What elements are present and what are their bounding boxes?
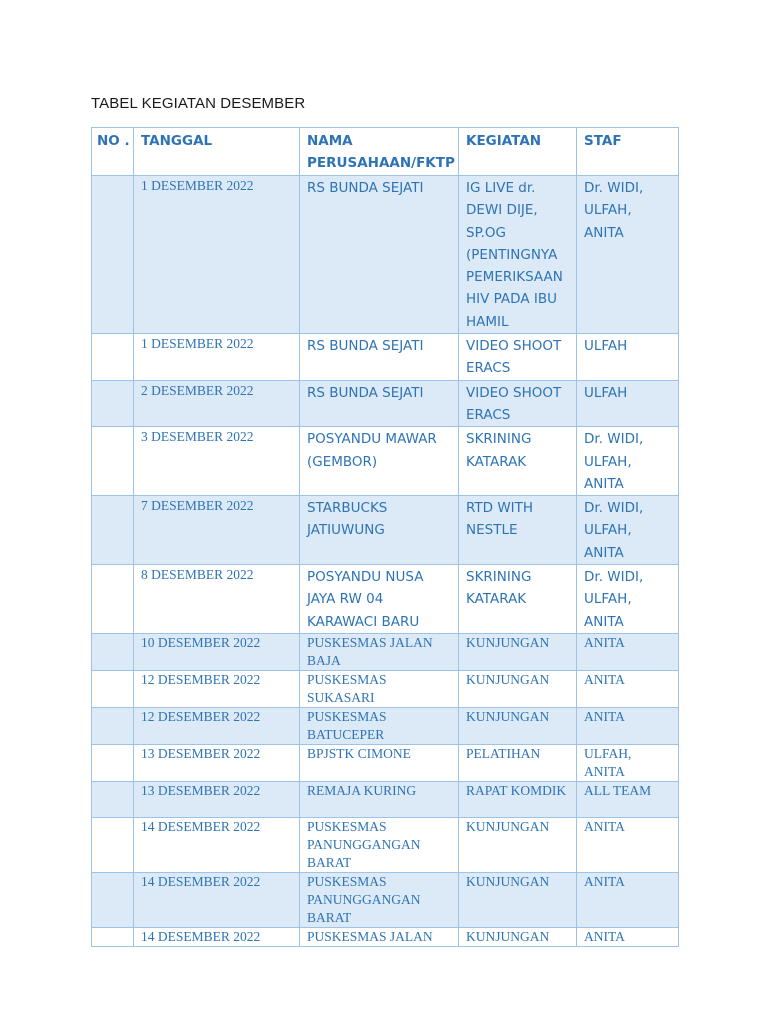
- cell-staf: ANITA: [577, 707, 679, 744]
- cell-nama: PUSKESMAS SUKASARI: [300, 670, 459, 707]
- cell-tanggal: 14 DESEMBER 2022: [134, 817, 300, 872]
- cell-staf: ANITA: [577, 927, 679, 946]
- cell-staf: ULFAH: [577, 334, 679, 381]
- cell-tanggal: 12 DESEMBER 2022: [134, 707, 300, 744]
- cell-kegiatan: SKRINING KATARAK: [459, 427, 577, 496]
- cell-tanggal: 13 DESEMBER 2022: [134, 744, 300, 781]
- cell-kegiatan: KUNJUNGAN: [459, 633, 577, 670]
- cell-kegiatan: KUNJUNGAN: [459, 670, 577, 707]
- cell-no: [92, 633, 134, 670]
- cell-no: [92, 744, 134, 781]
- cell-nama: PUSKESMAS JALAN BAJA: [300, 633, 459, 670]
- cell-tanggal: 7 DESEMBER 2022: [134, 496, 300, 565]
- table-row: [92, 872, 679, 927]
- table-header-row: [92, 128, 679, 176]
- cell-kegiatan: IG LIVE dr. DEWI DIJE, SP.OG (PENTINGNYA PEMERIKSAAN HIV PADA IBU HAMIL: [459, 176, 577, 334]
- cell-tanggal: 14 DESEMBER 2022: [134, 872, 300, 927]
- cell-kegiatan: VIDEO SHOOT ERACS: [459, 380, 577, 427]
- activity-table: [91, 127, 679, 947]
- cell-no: [92, 927, 134, 946]
- cell-nama: STARBUCKS JATIUWUNG: [300, 496, 459, 565]
- cell-kegiatan: RTD WITH NESTLE: [459, 496, 577, 565]
- cell-staf: ANITA: [577, 670, 679, 707]
- cell-staf: Dr. WIDI, ULFAH, ANITA: [577, 427, 679, 496]
- cell-tanggal: 1 DESEMBER 2022: [134, 176, 300, 334]
- cell-nama: RS BUNDA SEJATI: [300, 334, 459, 381]
- header-kegiatan: KEGIATAN: [459, 128, 577, 176]
- cell-nama: PUSKESMAS BATUCEPER: [300, 707, 459, 744]
- cell-staf: ANITA: [577, 872, 679, 927]
- table-row: [92, 565, 679, 634]
- cell-nama: POSYANDU NUSA JAYA RW 04 KARAWACI BARU: [300, 565, 459, 634]
- cell-tanggal: 1 DESEMBER 2022: [134, 334, 300, 381]
- cell-staf: ULFAH: [577, 380, 679, 427]
- cell-tanggal: 8 DESEMBER 2022: [134, 565, 300, 634]
- cell-no: [92, 872, 134, 927]
- cell-kegiatan: RAPAT KOMDIK: [459, 781, 577, 817]
- cell-nama: POSYANDU MAWAR (GEMBOR): [300, 427, 459, 496]
- table-row: [92, 927, 679, 946]
- header-nama: NAMA PERUSAHAAN/FKTP: [300, 128, 459, 176]
- table-row: [92, 427, 679, 496]
- cell-kegiatan: SKRINING KATARAK: [459, 565, 577, 634]
- cell-nama: RS BUNDA SEJATI: [300, 380, 459, 427]
- cell-kegiatan: PELATIHAN: [459, 744, 577, 781]
- cell-no: [92, 496, 134, 565]
- header-tanggal: TANGGAL: [134, 128, 300, 176]
- table-row: [92, 380, 679, 427]
- cell-tanggal: 13 DESEMBER 2022: [134, 781, 300, 817]
- table-row: [92, 670, 679, 707]
- cell-nama: RS BUNDA SEJATI: [300, 176, 459, 334]
- cell-tanggal: 12 DESEMBER 2022: [134, 670, 300, 707]
- cell-kegiatan: KUNJUNGAN: [459, 927, 577, 946]
- document-title: TABEL KEGIATAN DESEMBER: [91, 95, 306, 112]
- cell-no: [92, 334, 134, 381]
- cell-nama: PUSKESMAS JALAN: [300, 927, 459, 946]
- cell-kegiatan: KUNJUNGAN: [459, 817, 577, 872]
- cell-no: [92, 380, 134, 427]
- cell-staf: ANITA: [577, 817, 679, 872]
- table-row: [92, 496, 679, 565]
- cell-nama: REMAJA KURING: [300, 781, 459, 817]
- cell-no: [92, 565, 134, 634]
- cell-staf: Dr. WIDI, ULFAH, ANITA: [577, 565, 679, 634]
- table-row: [92, 817, 679, 872]
- cell-tanggal: 3 DESEMBER 2022: [134, 427, 300, 496]
- cell-nama: PUSKESMAS PANUNGGANGAN BARAT: [300, 872, 459, 927]
- cell-staf: ULFAH, ANITA: [577, 744, 679, 781]
- cell-no: [92, 427, 134, 496]
- cell-staf: Dr. WIDI, ULFAH, ANITA: [577, 176, 679, 334]
- table-row: [92, 633, 679, 670]
- cell-tanggal: 14 DESEMBER 2022: [134, 927, 300, 946]
- header-no: NO .: [92, 128, 134, 176]
- cell-no: [92, 176, 134, 334]
- table-row: [92, 707, 679, 744]
- cell-nama: PUSKESMAS PANUNGGANGAN BARAT: [300, 817, 459, 872]
- cell-kegiatan: VIDEO SHOOT ERACS: [459, 334, 577, 381]
- table-row: [92, 334, 679, 381]
- cell-no: [92, 707, 134, 744]
- cell-staf: ALL TEAM: [577, 781, 679, 817]
- table-row: [92, 176, 679, 334]
- header-staf: STAF: [577, 128, 679, 176]
- cell-tanggal: 10 DESEMBER 2022: [134, 633, 300, 670]
- cell-no: [92, 781, 134, 817]
- cell-staf: Dr. WIDI, ULFAH, ANITA: [577, 496, 679, 565]
- cell-staf: ANITA: [577, 633, 679, 670]
- table-row: [92, 781, 679, 817]
- cell-no: [92, 670, 134, 707]
- cell-kegiatan: KUNJUNGAN: [459, 872, 577, 927]
- cell-tanggal: 2 DESEMBER 2022: [134, 380, 300, 427]
- cell-kegiatan: KUNJUNGAN: [459, 707, 577, 744]
- cell-no: [92, 817, 134, 872]
- cell-nama: BPJSTK CIMONE: [300, 744, 459, 781]
- table-row: [92, 744, 679, 781]
